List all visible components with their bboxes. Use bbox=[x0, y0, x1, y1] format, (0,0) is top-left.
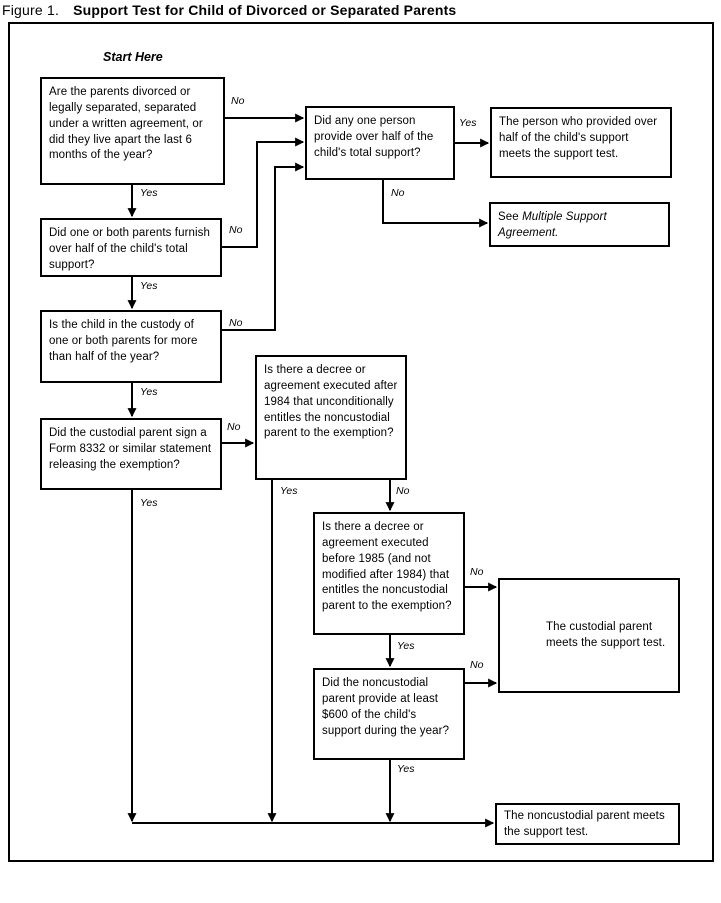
node-decree-after-1984-question: Is there a decree or agreement executed after 1984 that unconditionally entitles the noncustodial parent to the exemption? bbox=[255, 355, 407, 480]
edge-label-after1984-yes: Yes bbox=[280, 485, 298, 497]
edge-label-custody-no: No bbox=[229, 317, 243, 329]
edge-label-furnish-no: No bbox=[229, 224, 243, 236]
node-see-multiple-support bbox=[489, 202, 670, 247]
figure-label: Figure 1. bbox=[2, 2, 60, 18]
node-any-one-person-question: Did any one person provide over half of the child's total support? bbox=[305, 106, 455, 180]
edge-label-form8332-yes: Yes bbox=[140, 497, 158, 509]
node-decree-before-1985-question: Is there a decree or agreement executed before 1985 (and not modified after 1984) that entitles the noncustodial parent to the exemption? bbox=[313, 512, 465, 635]
edge-label-divorced-yes: Yes bbox=[140, 187, 158, 199]
start-here-label: Start Here bbox=[103, 50, 163, 64]
edge-label-s600-no: No bbox=[470, 659, 484, 671]
node-noncustodial-meets-result: The noncustodial parent meets the support test. bbox=[495, 803, 680, 845]
node-custodial-meets-result: The custodial parent meets the support test. bbox=[498, 578, 680, 693]
edge-label-before1985-yes: Yes bbox=[397, 640, 415, 652]
see-prefix: See bbox=[498, 211, 523, 223]
node-divorced-question: Are the parents divorced or legally separated, separated under a written agreement, or did they live apart the last 6 months of the year? bbox=[40, 77, 225, 185]
node-furnish-half-question: Did one or both parents furnish over half of the child's total support? bbox=[40, 218, 222, 277]
edge-label-before1985-no: No bbox=[470, 566, 484, 578]
node-custody-question: Is the child in the custody of one or both parents for more than half of the year? bbox=[40, 310, 222, 383]
edge-label-form8332-no: No bbox=[227, 421, 241, 433]
edge-label-anyone-no: No bbox=[391, 187, 405, 199]
figure-name: Support Test for Child of Divorced or Separated Parents bbox=[73, 2, 457, 18]
edge-label-custody-yes: Yes bbox=[140, 386, 158, 398]
edge-label-s600-yes: Yes bbox=[397, 763, 415, 775]
edge-label-divorced-no: No bbox=[231, 95, 245, 107]
node-person-meets-result: The person who provided over half of the child's support meets the support test. bbox=[490, 107, 672, 178]
node-provide-600-question: Did the noncustodial parent provide at least $600 of the child's support during the year? bbox=[313, 668, 465, 760]
edge-label-furnish-yes: Yes bbox=[140, 280, 158, 292]
edge-label-after1984-no: No bbox=[396, 485, 410, 497]
node-form-8332-question: Did the custodial parent sign a Form 8332 or similar statement releasing the exemption? bbox=[40, 418, 222, 490]
figure-title bbox=[2, 2, 456, 18]
edge-label-anyone-yes: Yes bbox=[459, 117, 477, 129]
see-italic-reference: Multiple Support Agreement. bbox=[498, 211, 607, 239]
